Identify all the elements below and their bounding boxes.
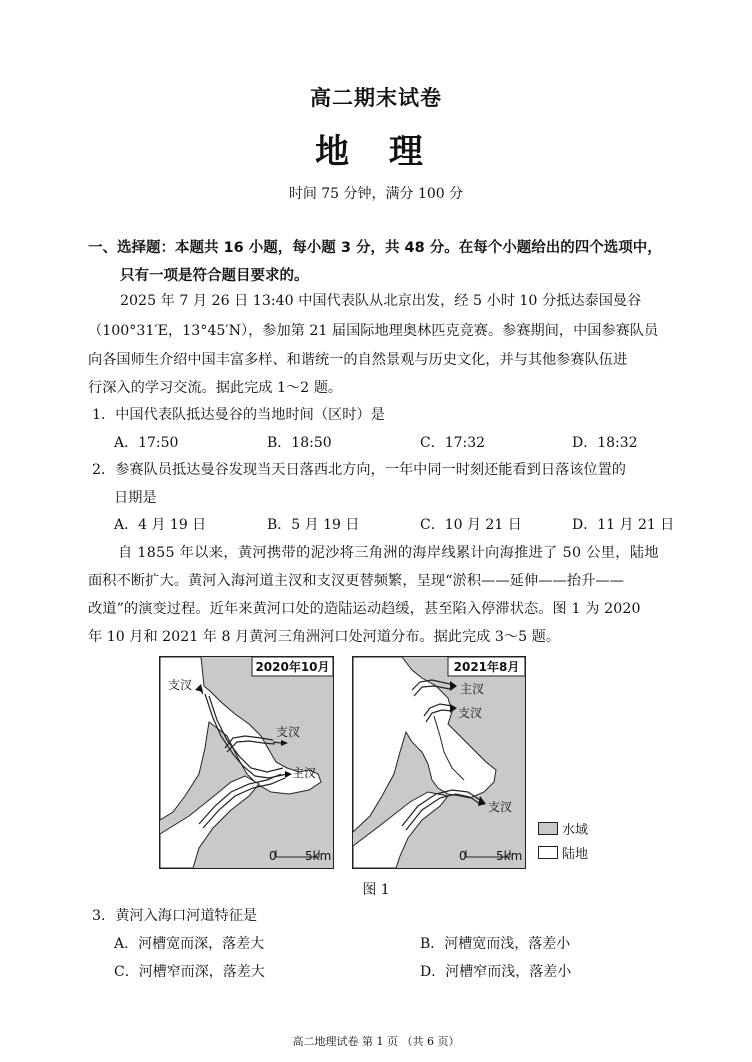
map-right-scale-text: 5km — [496, 849, 523, 863]
map-left-scale-text: 5km — [305, 849, 332, 863]
passage1-line: 行深入的学习交流。据此完成 1～2 题。 — [88, 380, 343, 396]
map-left-label: 支汊 — [276, 725, 301, 739]
q3-option-d[interactable]: D．河槽窄而浅，落差小 — [420, 964, 572, 980]
passage1-line: 向各国师生介绍中国丰富多样、和谐统一的自然景观与历史文化，并与其他参赛队伍进 — [88, 352, 628, 368]
passage1-line: 2025 年 7 月 26 日 13:40 中国代表队从北京出发，经 5 小时 10 分抵达泰国曼谷 — [120, 293, 642, 309]
map-left-title: 2020年10月 — [255, 660, 330, 674]
map-right-label: 支汊 — [458, 706, 483, 720]
legend-water-swatch — [538, 822, 558, 835]
question-2-stem-line2: 日期是 — [114, 490, 157, 506]
map-right-title: 2021年8月 — [453, 660, 520, 674]
map-left-label: 支汊 — [168, 678, 193, 692]
time-info: 时间 75 分钟，满分 100 分 — [288, 186, 464, 202]
q1-option-b[interactable]: B．18:50 — [267, 435, 332, 451]
section-heading-line1: 一、选择题：本题共 16 小题，每小题 3 分，共 48 分。在每个小题给出的四个选项中， — [88, 240, 662, 256]
legend-land-label: 陆地 — [562, 847, 589, 862]
map-left-scale-zero: 0 — [269, 849, 277, 863]
q2-option-b[interactable]: B．5 月 19 日 — [267, 517, 360, 533]
legend-land-swatch — [538, 846, 558, 859]
question-2-stem-line1: 2．参赛队员抵达曼谷发现当天日落西北方向，一年中同一时刻还能看到日落该位置的 — [92, 462, 626, 478]
legend-water-label: 水域 — [562, 823, 589, 838]
map-2021-august — [352, 656, 526, 869]
map-right-label: 主汊 — [460, 682, 485, 696]
legend-water — [538, 819, 588, 838]
map-left-label: 主汊 — [292, 766, 317, 780]
subject-title: 地 理 — [315, 132, 437, 172]
q2-option-d[interactable]: D．11 月 21 日 — [572, 517, 675, 533]
map-2020-october — [159, 656, 334, 869]
passage2-line: 面积不断扩大。黄河入海河道主汊和支汊更替频繁，呈现“淤积——延伸——抬升—— — [88, 573, 624, 589]
q1-option-a[interactable]: A．17:50 — [114, 435, 179, 451]
passage2-line: 年 10 月和 2021 年 8 月黄河三角洲河口处河道分布。据此完成 3～5 题。 — [88, 629, 561, 645]
exam-title: 高二期末试卷 — [310, 86, 442, 110]
figure-caption: 图 1 — [362, 882, 390, 898]
question-3-stem: 3．黄河入海口河道特征是 — [92, 908, 258, 924]
section-heading-line2: 只有一项是符合题目要求的。 — [120, 268, 309, 284]
q1-option-d[interactable]: D．18:32 — [572, 435, 638, 451]
legend-land — [538, 843, 588, 862]
passage2-line: 自 1855 年以来，黄河携带的泥沙将三角洲的海岸线累计向海推进了 50 公里，陆地 — [118, 545, 659, 561]
q2-option-a[interactable]: A．4 月 19 日 — [114, 517, 207, 533]
q3-option-c[interactable]: C．河槽窄而深，落差大 — [114, 964, 265, 980]
q3-option-b[interactable]: B．河槽宽而浅，落差小 — [420, 936, 571, 952]
map-right-label: 支汊 — [488, 800, 513, 814]
q1-option-c[interactable]: C．17:32 — [420, 435, 486, 451]
page-footer: 高二地理试卷 第 1 页 （共 6 页） — [292, 1035, 460, 1048]
passage2-line: 改道”的演变过程。近年来黄河口处的造陆运动趋缓，甚至陷入停滞状态。图 1 为 2020 — [88, 601, 641, 617]
q2-option-c[interactable]: C．10 月 21 日 — [420, 517, 522, 533]
q3-option-a[interactable]: A．河槽宽而深，落差大 — [114, 936, 265, 952]
passage1-line: （100°31′E，13°45′N），参加第 21 届国际地理奥林匹克竞赛。参赛期间，中国参赛队员 — [88, 323, 659, 339]
map-right-scale-zero: 0 — [459, 849, 467, 863]
question-1-stem: 1．中国代表队抵达曼谷的当地时间（区时）是 — [92, 407, 385, 423]
